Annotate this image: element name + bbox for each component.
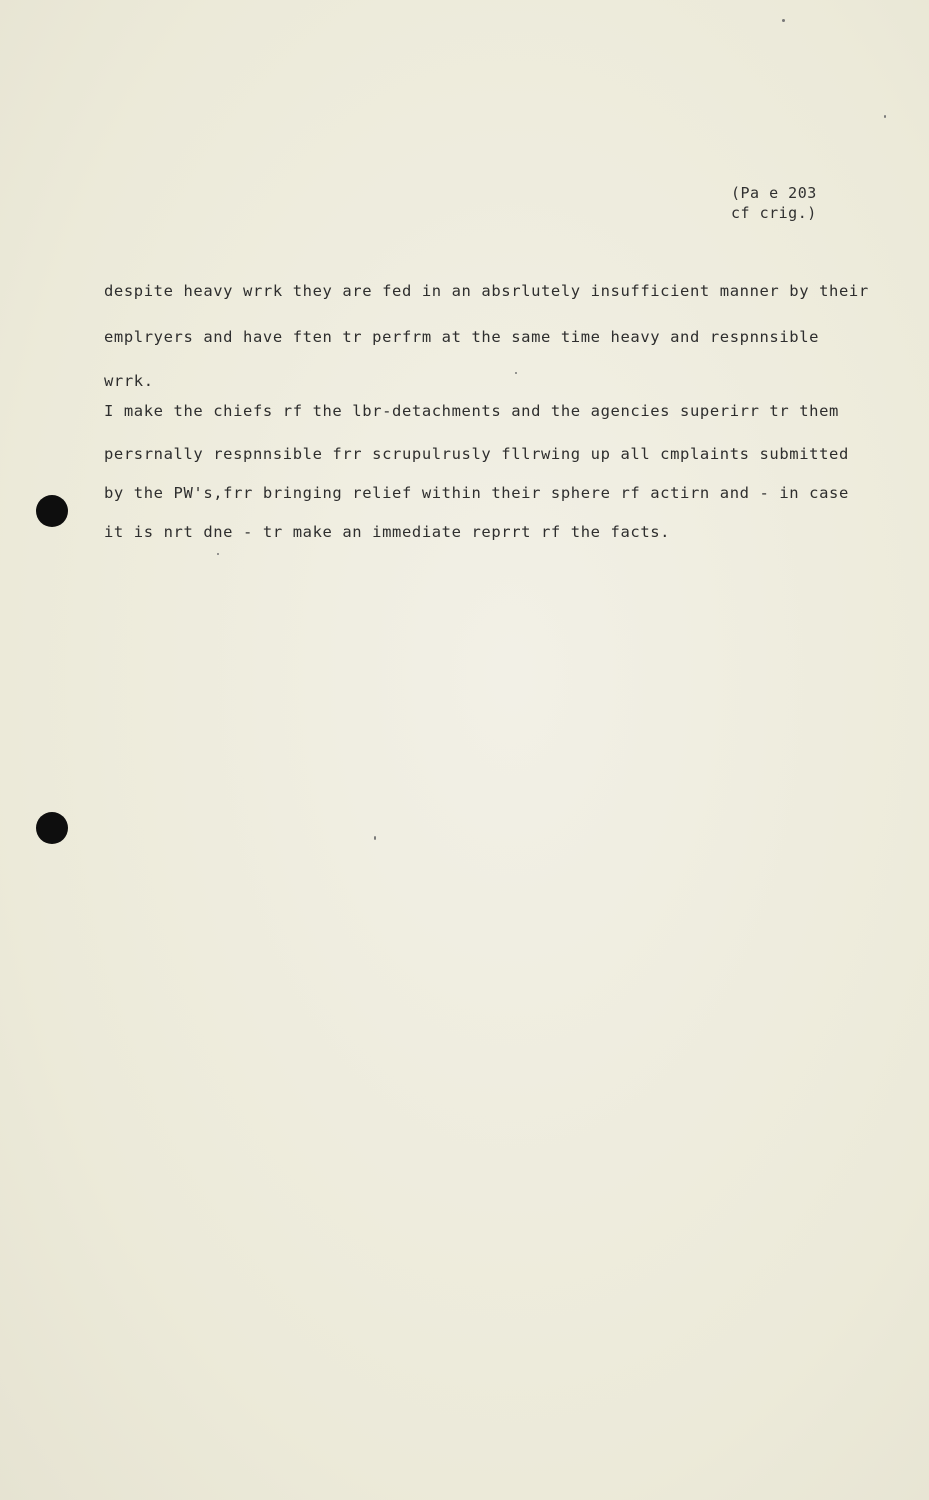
body-line: wrrk.: [104, 372, 154, 390]
body-line: persrnally respnnsible frr scrupulrusly fllrwing up all cmplaints submitted: [104, 445, 849, 463]
paper-speck: [782, 19, 785, 22]
page-reference-line1: (Pa e 203: [731, 184, 817, 202]
body-line: despite heavy wrrk they are fed in an absrlutely insufficient manner by their: [104, 282, 869, 300]
page-reference: [731, 183, 817, 223]
body-line: it is nrt dne - tr make an immediate reprrt rf the facts.: [104, 523, 671, 541]
punch-hole-upper: [36, 495, 68, 527]
body-line: I make the chiefs rf the lbr-detachments and the agencies superirr tr them: [104, 402, 839, 420]
page-reference-line2: cf crig.): [731, 204, 817, 222]
paper-speck: [217, 553, 219, 555]
punch-hole-lower: [36, 812, 68, 844]
paper-speck: [884, 115, 886, 118]
body-line: by the PW's,frr bringing relief within their sphere rf actirn and - in case: [104, 484, 849, 502]
paper-speck: [515, 372, 517, 374]
paper-speck: [374, 836, 376, 840]
body-line: emplryers and have ften tr perfrm at the same time heavy and respnnsible: [104, 328, 820, 346]
